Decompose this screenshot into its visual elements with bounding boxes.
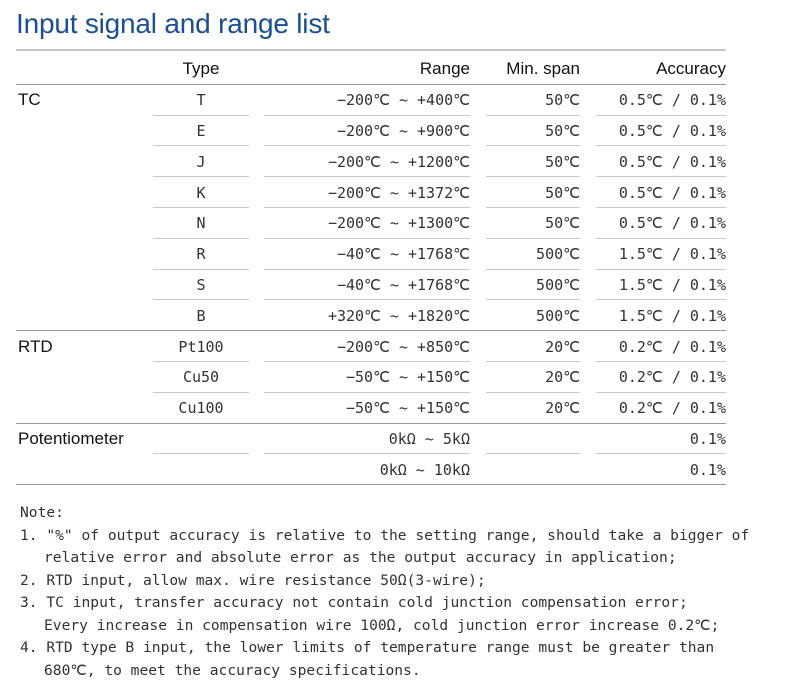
cell-type: Cu100 (178, 399, 224, 418)
table-row (16, 393, 726, 424)
cell-min-span: 50℃ (545, 121, 580, 140)
cell-min-span: 20℃ (545, 399, 580, 418)
cell-group (16, 300, 140, 331)
cell-group: RTD (18, 336, 53, 356)
cell-type: J (196, 152, 206, 171)
cell-accuracy: 0.5℃ / 0.1% (618, 152, 726, 171)
cell-range: −200℃ ~ +1372℃ (327, 183, 470, 202)
table-row (16, 146, 726, 177)
cell-range: −40℃ ~ +1768℃ (336, 245, 470, 264)
cell-type (153, 454, 249, 485)
cell-min-span: 500℃ (536, 306, 580, 325)
note-line-3: 3. TC input, transfer accuracy not contain cold junction compensation error; (20, 594, 688, 611)
cell-min-span: 50℃ (545, 183, 580, 202)
cell-group: TC (18, 90, 41, 110)
note-line-1: 1. "%" of output accuracy is relative to the setting range, should take a bigger of (20, 526, 750, 544)
cell-min-span (486, 424, 580, 455)
cell-group (16, 208, 140, 239)
cell-accuracy: 0.2℃ / 0.1% (618, 368, 726, 387)
cell-accuracy: 0.2℃ / 0.1% (618, 399, 726, 418)
column-header-type: Type (182, 59, 220, 79)
cell-type: B (196, 306, 206, 325)
cell-type: K (196, 183, 206, 202)
cell-min-span: 50℃ (545, 91, 580, 110)
note-line-1-cont: relative error and absolute error as the output accuracy in application; (44, 549, 677, 566)
cell-min-span: 20℃ (545, 368, 580, 387)
table-row (16, 331, 726, 362)
notes-section (20, 502, 780, 682)
cell-range: −200℃ ~ +900℃ (336, 121, 470, 140)
cell-type: Cu50 (182, 368, 220, 387)
column-header-range: Range (419, 59, 470, 79)
cell-group: Potentiometer (18, 428, 124, 448)
cell-accuracy: 1.5℃ / 0.1% (618, 306, 726, 325)
cell-group (16, 270, 140, 301)
cell-group (16, 177, 140, 208)
table-row (16, 300, 726, 331)
cell-range: +320℃ ~ +1820℃ (327, 306, 470, 325)
note-heading: Note: (20, 504, 64, 521)
column-header-accuracy: Accuracy (656, 59, 726, 79)
column-header-min-span: Min. span (506, 59, 580, 79)
cell-accuracy: 0.5℃ / 0.1% (618, 91, 726, 110)
cell-group (16, 146, 140, 177)
cell-accuracy: 0.5℃ / 0.1% (618, 121, 726, 140)
table-row (16, 85, 726, 116)
cell-range: 0kΩ ~ 5kΩ (388, 429, 470, 448)
cell-accuracy: 0.2℃ / 0.1% (618, 337, 726, 356)
table-row (16, 454, 726, 485)
cell-min-span: 500℃ (536, 245, 580, 264)
cell-group (16, 239, 140, 270)
note-line-4-cont: 680℃, to meet the accuracy specifications. (44, 661, 421, 679)
cell-range: −200℃ ~ +1200℃ (327, 152, 470, 171)
note-line-3-cont: Every increase in compensation wire 100Ω, cold junction error increase 0.2℃; (44, 616, 720, 634)
note-line-4: 4. RTD type B input, the lower limits of temperature range must be greater than (20, 639, 715, 656)
cell-min-span: 20℃ (545, 337, 580, 356)
cell-group (16, 116, 140, 147)
cell-range: −200℃ ~ +1300℃ (327, 214, 470, 233)
cell-type: E (196, 121, 206, 140)
table-row (16, 177, 726, 208)
table-row (16, 116, 726, 147)
cell-range: −50℃ ~ +150℃ (346, 368, 470, 387)
cell-group (16, 362, 140, 393)
table-row (16, 239, 726, 270)
cell-range: −200℃ ~ +850℃ (336, 337, 470, 356)
cell-accuracy: 0.5℃ / 0.1% (618, 183, 726, 202)
cell-accuracy: 1.5℃ / 0.1% (618, 245, 726, 264)
group-divider (16, 484, 726, 485)
table-row (16, 208, 726, 239)
cell-min-span: 50℃ (545, 152, 580, 171)
cell-min-span: 50℃ (545, 214, 580, 233)
cell-range: −40℃ ~ +1768℃ (336, 275, 470, 294)
table-row (16, 362, 726, 393)
cell-group (16, 454, 140, 485)
cell-accuracy: 0.1% (689, 429, 726, 448)
cell-type: S (196, 275, 206, 294)
cell-group (16, 393, 140, 424)
table-row (16, 424, 726, 455)
title-divider (16, 49, 726, 51)
cell-min-span: 500℃ (536, 275, 580, 294)
table-body (16, 85, 726, 485)
cell-type (153, 424, 249, 455)
cell-range: −200℃ ~ +400℃ (336, 91, 470, 110)
cell-type: T (196, 91, 206, 110)
table-header-row (16, 54, 726, 85)
cell-min-span (486, 454, 580, 485)
input-range-table (16, 54, 726, 485)
cell-range: 0kΩ ~ 10kΩ (379, 460, 470, 479)
page-title: Input signal and range list (16, 8, 330, 39)
cell-accuracy: 1.5℃ / 0.1% (618, 275, 726, 294)
cell-type: N (196, 214, 206, 233)
cell-accuracy: 0.5℃ / 0.1% (618, 214, 726, 233)
cell-type: R (196, 245, 206, 264)
cell-range: −50℃ ~ +150℃ (346, 399, 470, 418)
cell-accuracy: 0.1% (689, 460, 726, 479)
note-line-2: 2. RTD input, allow max. wire resistance 50Ω(3-wire); (20, 571, 486, 589)
table-row (16, 270, 726, 301)
cell-type: Pt100 (178, 337, 224, 356)
